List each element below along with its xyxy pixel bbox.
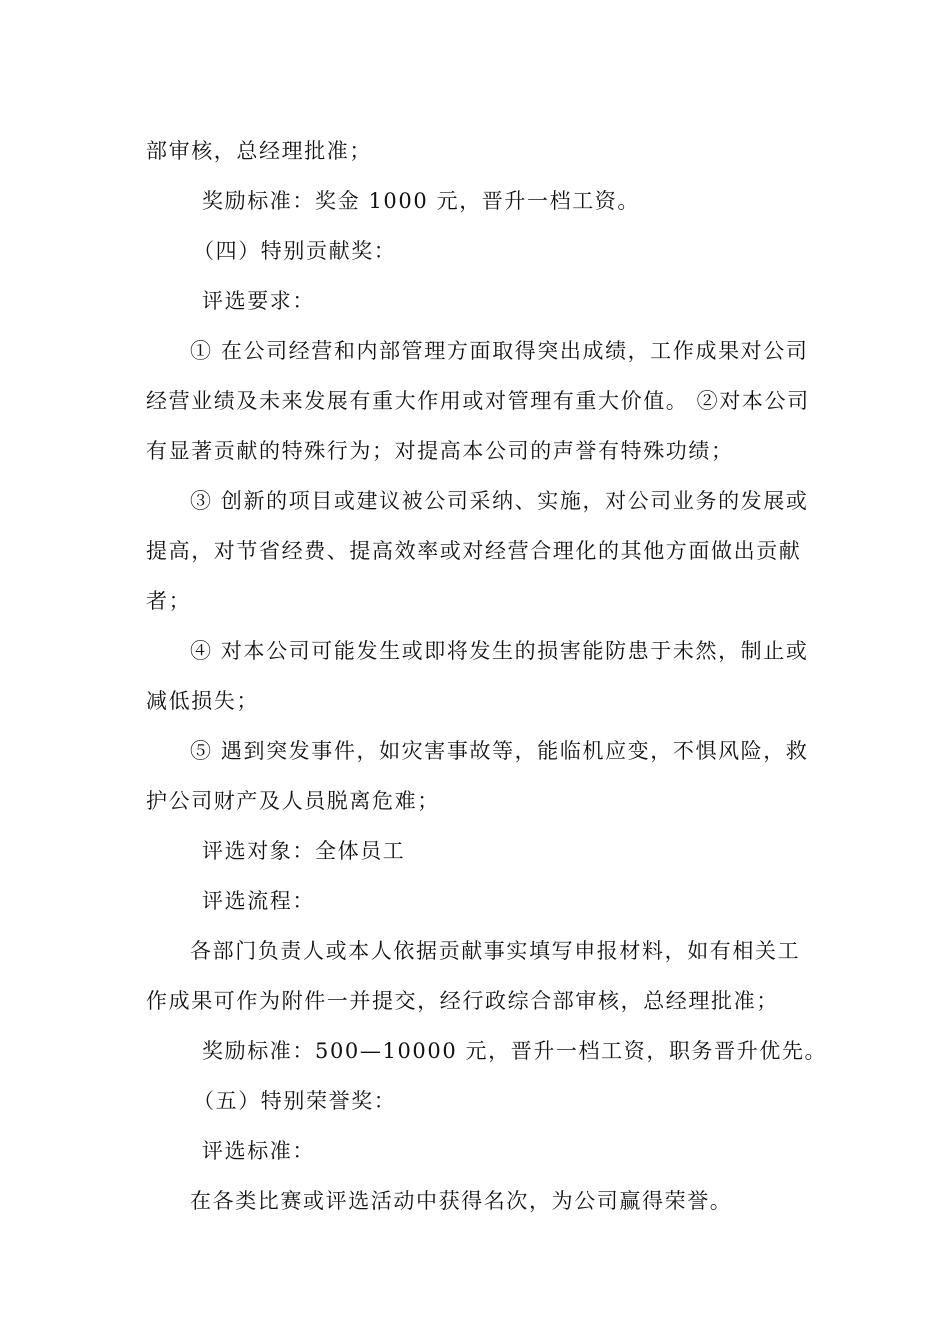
- text-line: 各部门负责人或本人依据贡献事实填写申报材料，如有相关工: [190, 939, 801, 963]
- text-line: 经营业绩及未来发展有重大作用或对管理有重大价值。 ②对本公司: [146, 389, 810, 413]
- text-line: 作成果可作为附件一并提交，经行政综合部审核，总经理批准；: [146, 989, 779, 1013]
- text-line: 评选流程：: [202, 889, 315, 913]
- section-heading: （四）特别贡献奖：: [193, 239, 397, 263]
- text-line: 提高，对节省经费、提高效率或对经营合理化的其他方面做出贡献: [146, 539, 802, 563]
- text-line: ⑤ 遇到突发事件，如灾害事故等，能临机应变，不惧风险，救: [190, 739, 809, 763]
- text-line: 奖励标准：奖金 1000 元，晋升一档工资。: [202, 189, 640, 213]
- text-line: 评选要求：: [202, 289, 315, 313]
- text-line: ④ 对本公司可能发生或即将发生的损害能防患于未然，制止或: [190, 639, 809, 663]
- section-heading: （五）特别荣誉奖：: [193, 1089, 397, 1113]
- text-line: 有显著贡献的特殊行为；对提高本公司的声誉有特殊功绩；: [146, 439, 734, 463]
- text-line: 部审核，总经理批准；: [146, 139, 372, 163]
- text-line: 评选对象：全体员工: [202, 839, 406, 863]
- text-line: 者；: [146, 589, 192, 613]
- text-line: 评选标准：: [202, 1139, 315, 1163]
- text-line: ① 在公司经营和内部管理方面取得突出成绩，工作成果对公司: [190, 339, 809, 363]
- text-line: 在各类比赛或评选活动中获得名次，为公司赢得荣誉。: [190, 1189, 733, 1213]
- text-line: 护公司财产及人员脱离危难；: [146, 789, 440, 813]
- text-line: 减低损失；: [146, 689, 259, 713]
- text-line: 奖励标准：500—10000 元，晋升一档工资，职务晋升优先。: [202, 1039, 828, 1063]
- text-line: ③ 创新的项目或建议被公司采纳、实施，对公司业务的发展或: [190, 489, 809, 513]
